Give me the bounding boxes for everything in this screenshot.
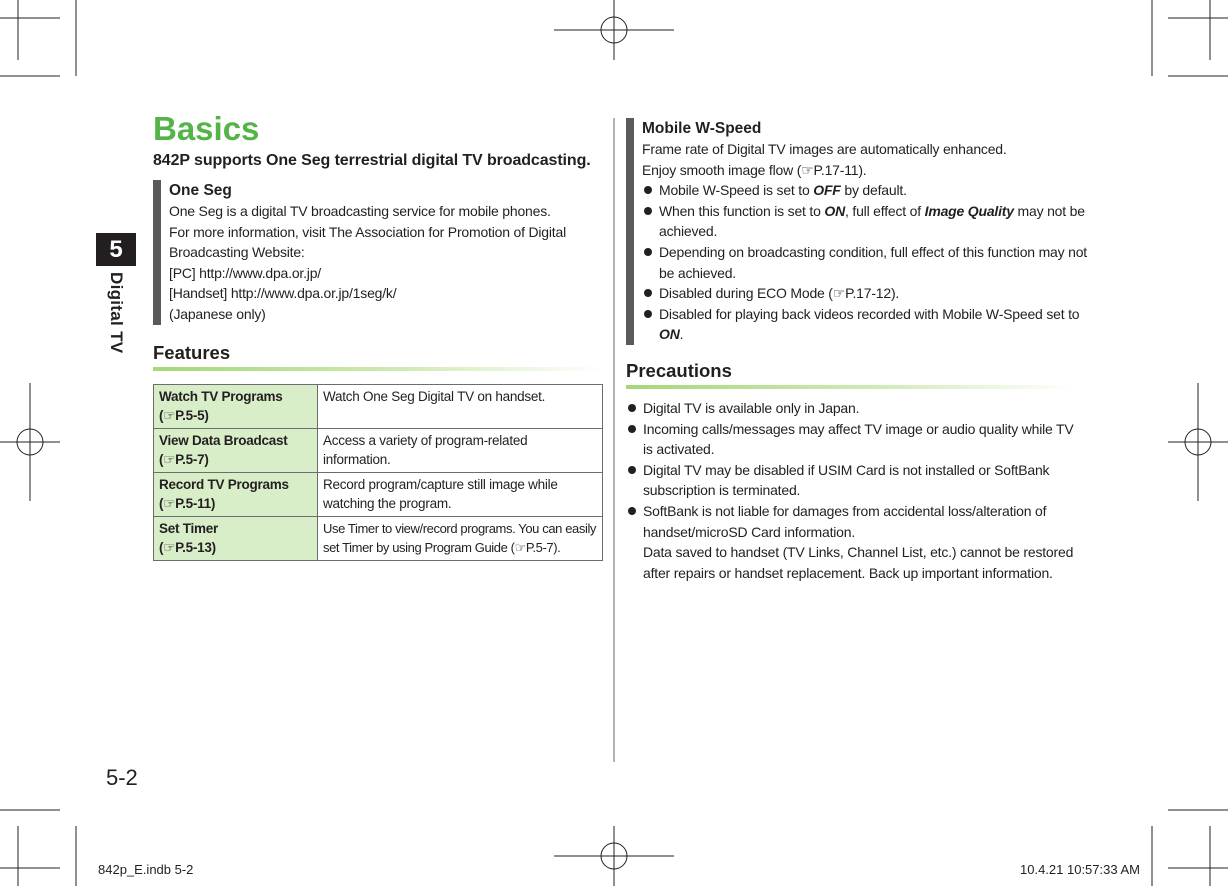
chapter-label: Digital TV: [107, 272, 126, 354]
list-item: Incoming calls/messages may affect TV image or audio quality while TV is activated.: [626, 419, 1078, 460]
chapter-number: 5: [96, 233, 136, 266]
list-item: [642, 201, 1088, 242]
timestamp-slug: 10.4.21 10:57:33 AM: [1020, 862, 1140, 877]
feature-ref: P.5-7): [175, 452, 209, 467]
feature-desc-text: Use Timer to view/record programs. You can easily set Timer by using Program Guide (: [323, 521, 597, 555]
mobile-w-speed-intro: [642, 139, 1042, 180]
setting-value: ON: [659, 326, 680, 343]
feature-name: Set Timer: [159, 521, 219, 536]
file-slug: 842p_E.indb 5-2: [98, 862, 194, 877]
table-row: [154, 473, 603, 517]
setting-value: OFF: [813, 182, 841, 199]
page-subtitle: 842P supports One Seg terrestrial digital TV broadcasting.: [153, 152, 591, 169]
item-ref: P.17-12).: [845, 285, 900, 302]
feature-desc: [318, 517, 603, 561]
features-rule: [153, 367, 603, 371]
table-row: [154, 429, 603, 473]
mobile-w-speed-heading: Mobile W-Speed: [642, 120, 762, 137]
item-text: Mobile W-Speed is set to: [659, 182, 814, 199]
feature-ref: P.5-11): [175, 496, 216, 511]
reference-icon: ☞: [514, 540, 526, 555]
list-item: Digital TV is available only in Japan.: [626, 398, 1078, 419]
feature-ref: P.5-5): [175, 408, 209, 423]
page-number: 5-2: [106, 765, 138, 790]
precautions-rule: [626, 385, 1076, 389]
item-text: by default.: [840, 182, 907, 199]
table-row: [154, 385, 603, 429]
features-table: [153, 384, 603, 561]
setting-name: Image Quality: [924, 202, 1014, 219]
feature-name-cell: Record TV Programs (☞P.5-11): [154, 473, 318, 517]
feature-name: Watch TV Programs: [159, 389, 283, 404]
intro-text: Frame rate of Digital TV images are automatically enhanced. Enjoy smooth image flow (: [642, 141, 1007, 178]
one-seg-line: Broadcasting Website:: [169, 244, 305, 261]
reference-icon: ☞: [832, 285, 846, 302]
table-row: [154, 517, 603, 561]
feature-name: Record TV Programs: [159, 477, 289, 492]
mobile-w-speed-box: [626, 118, 1088, 345]
one-seg-line: For more information, visit The Association for Promotion of Digital: [169, 223, 566, 240]
setting-value: ON: [824, 202, 846, 219]
reference-icon: ☞: [163, 452, 176, 467]
item-text: When this function is set to: [659, 202, 825, 219]
precautions-list: [626, 398, 1078, 542]
feature-name: View Data Broadcast: [159, 433, 288, 448]
feature-desc: Record program/capture still image while watching the program.: [318, 473, 603, 517]
handset-url: [Handset] http://www.dpa.or.jp/1seg/k/: [169, 285, 397, 302]
precautions-box: [626, 398, 1078, 583]
one-seg-line: One Seg is a digital TV broadcasting service for mobile phones.: [169, 203, 551, 219]
one-seg-line: (Japanese only): [169, 305, 266, 322]
pc-url: [PC] http://www.dpa.or.jp/: [169, 264, 321, 281]
precautions-note: Data saved to handset (TV Links, Channel List, etc.) cannot be restored after repairs or handset replacement. Back up important information.: [643, 544, 1074, 581]
item-text: Disabled for playing back videos recorded with Mobile W-Speed set to: [659, 305, 1080, 322]
feature-name-cell: Set Timer (☞P.5-13): [154, 517, 318, 561]
reference-icon: ☞: [801, 161, 814, 178]
feature-desc: Watch One Seg Digital TV on handset.: [318, 385, 603, 429]
features-heading: Features: [153, 342, 231, 363]
item-text: , full effect of: [845, 202, 925, 219]
list-item: Depending on broadcasting condition, full effect of this function may not be achieved.: [642, 242, 1088, 283]
list-item: Digital TV may be disabled if USIM Card is not installed or SoftBank subscription is terminated.: [626, 460, 1078, 501]
feature-name-cell: View Data Broadcast (☞P.5-7): [154, 429, 318, 473]
intro-ref: P.17-11).: [813, 161, 867, 178]
one-seg-box: [153, 180, 599, 325]
feature-desc-ref: P.5-7).: [525, 540, 561, 555]
reference-icon: ☞: [163, 496, 176, 511]
reference-icon: ☞: [163, 540, 176, 555]
list-item: [642, 180, 1088, 201]
feature-desc: Access a variety of program-related information.: [318, 429, 603, 473]
feature-name-cell: Watch TV Programs (☞P.5-5): [154, 385, 318, 429]
mobile-w-speed-list: [642, 180, 1088, 345]
reference-icon: ☞: [163, 408, 176, 423]
page-title: Basics: [153, 110, 260, 147]
item-text: Disabled during ECO Mode (: [659, 285, 833, 302]
one-seg-heading: One Seg: [169, 182, 232, 199]
item-text: .: [679, 326, 684, 343]
list-item: [642, 283, 1088, 304]
feature-ref: P.5-13): [175, 540, 216, 555]
list-item: [642, 304, 1088, 345]
precautions-heading: Precautions: [626, 360, 732, 381]
list-item: SoftBank is not liable for damages from accidental loss/alteration of handset/microSD Card information.: [626, 501, 1078, 542]
item-text: may not be achieved.: [659, 202, 1085, 240]
